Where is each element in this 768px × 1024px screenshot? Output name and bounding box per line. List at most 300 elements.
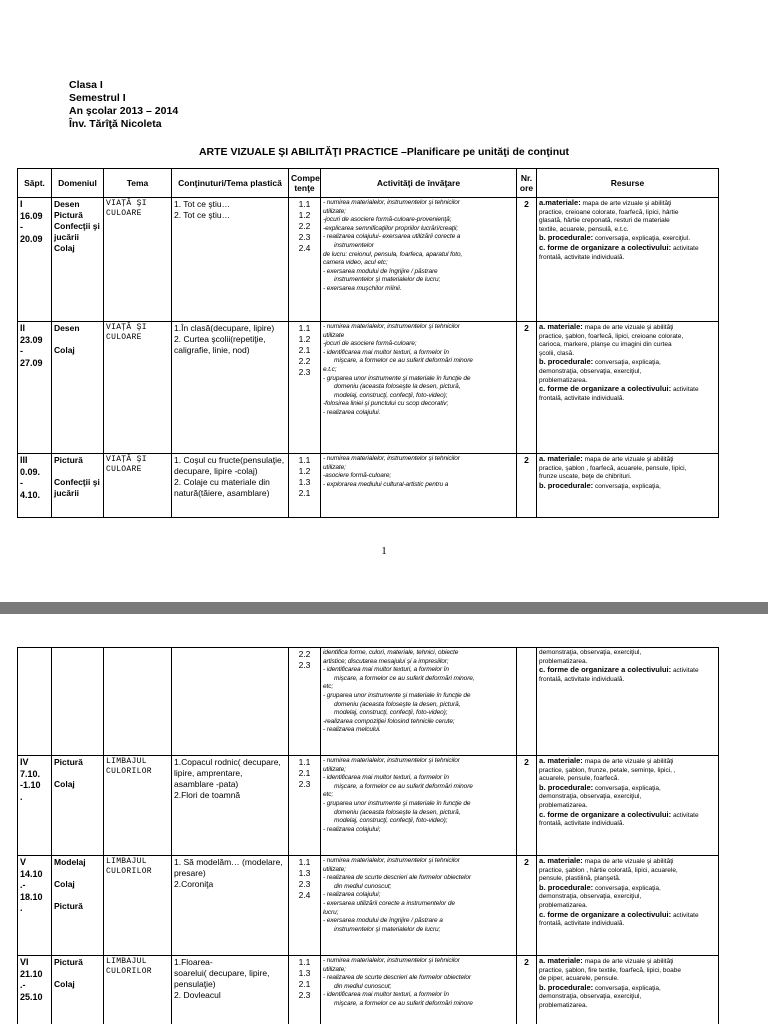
cell-line: VIAŢĂ ŞI (106, 455, 147, 464)
cell-line: camera video, acul etc; (323, 259, 388, 267)
resource-label: c. forme de organizare a colectivului: (539, 665, 672, 675)
resource-text: mapa de arte vizuale şi abilităţi (584, 758, 674, 765)
resource-text: textile, acuarele, pensulă, e.t.c. (539, 225, 629, 233)
resource-line (539, 649, 716, 658)
cell-line: lipire, amprentare, (174, 768, 243, 778)
domain-cell (52, 454, 104, 518)
cell-line: e.t.c; (323, 365, 337, 373)
cell-line: 16.09 (20, 210, 43, 221)
cell-line: identifica forme, culori, materiale, tehnici, obiecte (323, 649, 459, 656)
content-cell (172, 648, 289, 756)
resource-line (539, 767, 716, 776)
cell-line: IV (20, 757, 29, 767)
theme-cell (104, 756, 172, 856)
cell-line: LIMBAJUL (106, 957, 147, 966)
theme-cell (104, 856, 172, 956)
resources-cell (537, 856, 719, 956)
resource-line (539, 784, 716, 794)
resource-text: frontală, activitate individuală. (539, 253, 625, 261)
table-header-row (18, 169, 719, 198)
resource-text: demonstraţia, observaţia, exerciţiul, (539, 893, 642, 901)
cell-line: -explicarea semnificaţiilor propriilor lucrări/creaţii; (323, 224, 459, 232)
resource-line (539, 920, 716, 929)
cell-line: - exersarea modului de îngrijire / păstrare (323, 267, 438, 275)
cell-line: 2.3 (298, 367, 311, 377)
cell-line: - exersarea muşchilor mîinii. (323, 284, 402, 292)
cell-line: lucru; (323, 908, 339, 916)
cell-line: mişcare, a formelor ce au suferit deformări minore (334, 782, 473, 790)
cell-line: 2.3 (298, 660, 311, 670)
cell-line: 2.Flori de toamnă (174, 790, 241, 800)
resource-line (539, 984, 716, 994)
cell-line (54, 890, 101, 901)
column-header: Compe tenţe (289, 169, 321, 198)
cell-line: domeniu (aceasta foloseşte la desen, pictură, (334, 808, 461, 816)
competences-cell (289, 648, 321, 756)
cell-line: - numirea materialelor, instrumentelor şi tehnicilor (323, 455, 460, 462)
table-body (18, 648, 719, 1024)
cell-line: utilizate; (323, 965, 346, 973)
cell-line: instrumentelor şi materialelor de lucru; (334, 925, 441, 933)
cell-line: pensulaţie) (174, 979, 216, 989)
cell-line: Pictură (54, 957, 83, 967)
cell-line: - realizarea colajului- exersarea utilizării corecte a (323, 233, 461, 241)
resources-cell (537, 322, 719, 454)
cell-line: - identificarea mai multor texturi, a formelor în (323, 666, 449, 674)
cell-line: 1.1 (298, 857, 311, 867)
week-cell (18, 648, 52, 756)
table-row (18, 856, 719, 956)
column-header: Domeniul (52, 169, 104, 198)
cell-line: asamblare -pata) (174, 779, 239, 789)
week-cell (18, 956, 52, 1024)
cell-line: 2.Coroniţa (174, 879, 214, 889)
cell-line: utilizate; (323, 865, 346, 873)
activities-cell (321, 648, 517, 756)
resource-text: pensule, plastilină, planşetă. (539, 875, 621, 883)
cell-line: 2.1 (298, 979, 311, 989)
resource-text: conversaţia, explicaţia, (595, 784, 661, 792)
teacher-label: Înv. Tărîţă Nicoleta (69, 118, 162, 130)
hours-cell: 2 (517, 756, 537, 856)
resource-label: b. procedurale: (539, 357, 594, 367)
resource-text: practice, şablon , foarfecă, acuarele, pensule, lipici, (539, 464, 687, 472)
resource-line (539, 893, 716, 902)
activities-cell (321, 756, 517, 856)
content-cell (172, 956, 289, 1024)
cell-line: 2.2 (298, 356, 311, 366)
cell-line: . (20, 791, 23, 802)
cell-line: -realizarea compoziţiei folosind tehnicile cerute; (323, 717, 455, 725)
activities-cell (321, 198, 517, 322)
resource-line (539, 465, 716, 474)
table-body (18, 198, 719, 518)
resource-text: conversaţia, explicaţia, exerciţiul. (595, 235, 691, 243)
resource-text: mapa de arte vizuale şi abilităţi (584, 324, 674, 331)
competences-cell (289, 856, 321, 956)
cell-line: 7.10. (20, 768, 41, 779)
resource-line (539, 254, 716, 263)
cell-line: 2.3 (298, 879, 311, 889)
resource-label: c. forme de organizare a colectivului: (539, 809, 672, 819)
cell-line: 2.3 (298, 779, 311, 789)
resource-line (539, 199, 716, 209)
resource-label: b. procedurale: (539, 233, 594, 243)
cell-line: Desen (54, 199, 80, 209)
cell-line: 1.2 (298, 210, 311, 220)
resource-text: activitate (672, 244, 699, 252)
cell-line: utilizate; (323, 207, 346, 215)
resource-line (539, 857, 716, 867)
resource-text: mapa de arte vizuale şi abilităţi (584, 456, 674, 463)
domain-cell (52, 956, 104, 1024)
resource-text: practice, şablon, fire textile, foarfecă, lipici, boabe (539, 966, 681, 974)
table-row (18, 454, 719, 518)
resource-label: a. materiale: (539, 756, 583, 765)
cell-line: de lucru: creionul, pensula, foarfeca, aparatul foto, (323, 250, 463, 258)
cell-line: 1.1 (298, 455, 311, 465)
cell-line (54, 868, 101, 879)
cell-line: -asociere formă-culoare; (323, 472, 392, 480)
cell-line (54, 768, 101, 779)
table-row (18, 956, 719, 1024)
cell-line: Colaj (54, 779, 75, 789)
cell-line: - realizarea de scurte descrieri ale formelor obiectelor (323, 874, 471, 882)
resource-label: a. materiale: (539, 856, 583, 865)
cell-line: I (20, 199, 23, 209)
resource-line (539, 811, 716, 821)
cell-line: caligrafie, linie, nod) (174, 345, 250, 355)
cell-line: etc; (323, 791, 334, 799)
resource-text: practice, şablon , hârtie colorată, lipici, acuarele, (539, 866, 678, 874)
resources-cell (537, 648, 719, 756)
resource-text: demonstraţia, observaţia, exerciţiul, (539, 793, 642, 801)
domain-cell (52, 198, 104, 322)
cell-line: . (20, 903, 23, 913)
resource-label: a.materiale: (539, 198, 581, 207)
resource-line (539, 676, 716, 685)
column-header: Conţinuturi/Tema plastică (172, 169, 289, 198)
resource-line (539, 967, 716, 976)
hours-cell: 2 (517, 856, 537, 956)
cell-line: etc; (323, 683, 334, 691)
resource-line (539, 1002, 716, 1011)
cell-line: - realizarea de scurte descrieri ale formelor obiectelor (323, 974, 471, 982)
theme-cell (104, 648, 172, 756)
cell-line: VIAŢĂ ŞI (106, 323, 147, 332)
resource-line (539, 385, 716, 395)
class-label: Clasa I (69, 79, 103, 91)
school-year-label: An şcolar 2013 – 2014 (69, 105, 179, 117)
resource-label: c. forme de organizare a colectivului: (539, 909, 672, 919)
cell-line: 1.Copacul rodnic( decupare, (174, 757, 281, 767)
resource-line (539, 217, 716, 226)
cell-line: din mediul cunoscut; (334, 882, 392, 890)
resource-text: şcolii, clasă. (539, 349, 575, 357)
cell-line: 2.2 (298, 221, 311, 231)
resource-line (539, 482, 716, 492)
cell-line: 1.2 (298, 334, 311, 344)
column-header: Săpt. (18, 169, 52, 198)
cell-line: modelaj, construcţi, confecţii, foto-video); (334, 817, 448, 825)
cell-line: 1.1 (298, 757, 311, 767)
cell-line: instrumentelor (334, 241, 374, 249)
resource-line (539, 395, 716, 404)
competences-cell (289, 198, 321, 322)
theme-cell (104, 956, 172, 1024)
cell-line: 1.2 (298, 466, 311, 476)
cell-line: 27.09 (20, 357, 43, 368)
cell-line: 4.10. (20, 489, 41, 500)
competences-cell (289, 454, 321, 518)
cell-line: 1. Tot ce ştiu… (174, 199, 231, 209)
cell-line: 23.09 (20, 334, 43, 345)
resource-text: conversaţia, explicaţia, (595, 984, 661, 992)
week-cell (18, 322, 52, 454)
week-cell (18, 856, 52, 956)
cell-line: domeniu (aceasta foloseşte la desen, pictură, (334, 700, 461, 708)
column-header: Resurse (537, 169, 719, 198)
cell-line: Modelaj (54, 857, 86, 867)
cell-line: VIAŢĂ ŞI (106, 199, 147, 208)
cell-line: 1.1 (298, 199, 311, 209)
content-cell (172, 856, 289, 956)
theme-cell (104, 322, 172, 454)
cell-line: natură(tăiere, asamblare) (174, 488, 270, 498)
content-cell (172, 198, 289, 322)
cell-line: 21.10 (20, 968, 43, 979)
resource-line (539, 867, 716, 876)
cell-line: mişcare, a formelor ce au suferit deformări minore (334, 357, 473, 365)
cell-line: utilizate; (323, 765, 346, 773)
cell-line: - (20, 222, 23, 232)
resource-text: practice, şablon, frunze, petale, seminţe, lipici, , (539, 766, 676, 774)
cell-line: jucării (54, 232, 80, 242)
resource-label: b. procedurale: (539, 982, 594, 992)
cell-line: 1.3 (298, 968, 311, 978)
hours-cell: 2 (517, 198, 537, 322)
cell-line (54, 968, 101, 979)
theme-cell (104, 198, 172, 322)
cell-line: - gruparea unor instrumente şi materiale în funcţie de (323, 799, 471, 807)
cell-line: CULOARE (106, 333, 142, 342)
column-header: Nr. ore (517, 169, 537, 198)
activities-cell (321, 856, 517, 956)
week-cell (18, 454, 52, 518)
cell-line (54, 334, 101, 345)
resource-label: b. procedurale: (539, 882, 594, 892)
resource-text: carioca, markere, planşe cu imagini din curtea (539, 341, 672, 349)
cell-line: III (20, 455, 28, 465)
cell-line: artistice; discutarea mesajului şi a impresiilor; (323, 657, 449, 665)
document-page-2 (0, 614, 768, 1024)
cell-line: - realizarea colajului; (323, 891, 381, 899)
cell-line: -folosirea liniei şi punctului cu scop decorativ; (323, 400, 449, 408)
cell-line: 2.3 (298, 232, 311, 242)
cell-line: soarelui( decupare, lipire, (174, 968, 270, 978)
week-cell (18, 756, 52, 856)
semester-label: Semestrul I (69, 92, 126, 104)
table-row (18, 648, 719, 756)
cell-line: 2.1 (298, 768, 311, 778)
hours-cell: 2 (517, 322, 537, 454)
resource-line (539, 666, 716, 676)
competences-cell (289, 322, 321, 454)
cell-line: CULOARE (106, 209, 142, 218)
table-row (18, 322, 719, 454)
content-cell (172, 322, 289, 454)
cell-line: Pictură (54, 455, 83, 465)
resources-cell (537, 956, 719, 1024)
cell-line: Colaj (54, 979, 75, 989)
cell-line: LIMBAJUL (106, 857, 147, 866)
cell-line: - explorarea mediului cultural-artistic pentru a (323, 480, 449, 488)
resource-text: activitate (672, 811, 699, 819)
resource-line (539, 341, 716, 350)
cell-line: 25.10 (20, 991, 43, 1002)
domain-cell (52, 756, 104, 856)
cell-line: CULORILOR (106, 767, 152, 776)
cell-line: Colaj (54, 879, 75, 889)
domain-cell (52, 648, 104, 756)
planning-table-page-2 (17, 647, 719, 1024)
hours-cell (517, 648, 537, 756)
domain-cell (52, 856, 104, 956)
resource-text: demonstraţia, observaţia, exerciţiul, (539, 367, 642, 375)
cell-line: 0.09. (20, 466, 41, 477)
resources-cell (537, 198, 719, 322)
cell-line: din mediul cunoscut; (334, 982, 392, 990)
theme-cell (104, 454, 172, 518)
cell-line: 1.Floarea- (174, 957, 213, 967)
resources-cell (537, 756, 719, 856)
cell-line: 2. Dovleacul (174, 990, 221, 1000)
hours-cell: 2 (517, 454, 537, 518)
cell-line: - (20, 478, 23, 488)
cell-line: -1.10 (20, 780, 41, 790)
hours-cell: 2 (517, 956, 537, 1024)
resource-line (539, 323, 716, 333)
competences-cell (289, 956, 321, 1024)
resource-text: demonstraţia, observaţia, exerciţiul, (539, 649, 642, 656)
cell-line: V (20, 857, 27, 867)
cell-line: - identificarea mai multor texturi, a formelor în (323, 991, 449, 999)
cell-line: 1.1 (298, 957, 311, 967)
cell-line: 18.10 (20, 891, 43, 902)
cell-line: modelaj, construcţi, confecţii, foto-video); (334, 391, 448, 399)
resource-text: practice, şablon, foarfecă, lipici, creioane colorate, (539, 332, 684, 340)
cell-line: - exersarea utilizării corecte a instrumentelor de (323, 899, 455, 907)
cell-line: - numirea materialelor, instrumentelor şi tehnicilor (323, 757, 460, 764)
cell-line: - numirea materialelor, instrumentelor şi tehnicilor (323, 199, 460, 206)
resource-text: de piper, acuarele, pensule. (539, 975, 619, 983)
week-cell (18, 198, 52, 322)
cell-line: 1.În clasă(decupare, lipire) (174, 323, 275, 333)
cell-line: 2.1 (298, 488, 311, 498)
resource-text: activitate (672, 911, 699, 919)
cell-line: mişcare, a formelor ce au suferit deformări minore (334, 999, 473, 1007)
cell-line: mişcare, a formelor ce au suferit deformări minore, (334, 674, 475, 682)
cell-line: - realizarea melcului. (323, 726, 381, 734)
table-row (18, 756, 719, 856)
resource-line (539, 820, 716, 829)
resource-text: glasată, hârtie creponată, resturi de materiale (539, 217, 670, 225)
cell-line: 1. Să modelăm… (modelare, (174, 857, 283, 867)
cell-line: II (20, 323, 26, 333)
cell-line: 2. Curtea şcolii(repetiţie, (174, 334, 266, 344)
cell-line: domeniu (aceasta foloseşte la desen, pictură, (334, 383, 461, 391)
cell-line: utilizate; (323, 463, 346, 471)
cell-line: - realizarea colajului. (323, 408, 381, 416)
resource-line (539, 757, 716, 767)
cell-line: decupare, lipire -colaj) (174, 466, 258, 476)
resource-text: problematizarea. (539, 901, 588, 909)
resource-label: a. materiale: (539, 322, 583, 331)
cell-line: 2.4 (298, 890, 311, 900)
cell-line: Pictură (54, 210, 83, 220)
resource-line (539, 793, 716, 802)
cell-line: 2. Colaje cu materiale din (174, 477, 270, 487)
resource-line (539, 244, 716, 254)
resource-line (539, 368, 716, 377)
resource-label: b. procedurale: (539, 782, 594, 792)
resource-text: mapa de arte vizuale şi abilităţi (584, 858, 674, 865)
cell-line: CULORILOR (106, 867, 152, 876)
page-number: 1 (381, 545, 387, 557)
cell-line: 2.1 (298, 345, 311, 355)
resource-text: problematizarea. (539, 1001, 588, 1009)
cell-line: 2.3 (298, 990, 311, 1000)
cell-line: 1.3 (298, 868, 311, 878)
resource-label: b. procedurale: (539, 480, 594, 490)
cell-line: 20.09 (20, 233, 43, 244)
cell-line: Confecţii şi (54, 221, 100, 231)
cell-line: utilizate (323, 331, 345, 339)
cell-line: -jocuri de asociere formă-culoare-provenienţă; (323, 216, 452, 224)
resource-text: mapa de arte vizuale şi abilităţi (584, 958, 674, 965)
activities-cell (321, 956, 517, 1024)
resource-text: problematizarea. (539, 657, 588, 665)
cell-line: .- (20, 880, 26, 890)
resources-cell (537, 454, 719, 518)
cell-line: - numirea materialelor, instrumentelor şi tehnicilor (323, 323, 460, 330)
cell-line: .- (20, 980, 26, 990)
cell-line: Pictură (54, 757, 83, 767)
cell-line: LIMBAJUL (106, 757, 147, 766)
cell-line: - identificarea mai multor texturi, a formelor în (323, 774, 449, 782)
resource-text: frontală, activitate individuală. (539, 920, 625, 928)
cell-line: - exersarea modului de îngrijire / păstrare a (323, 917, 443, 925)
resource-label: a. materiale: (539, 454, 583, 463)
column-header: Tema (104, 169, 172, 198)
cell-line: jucării (54, 488, 80, 498)
cell-line: - numirea materialelor, instrumentelor şi tehnicilor (323, 857, 460, 864)
resource-line (539, 911, 716, 921)
activities-cell (321, 454, 517, 518)
resource-text: conversaţia, explicaţia, (595, 359, 661, 367)
cell-line: 1.3 (298, 477, 311, 487)
cell-line: Confecţii şi (54, 477, 100, 487)
resource-line (539, 455, 716, 465)
resource-label: c. forme de organizare a colectivului: (539, 242, 672, 252)
resource-text: mapa de arte vizuale şi abilităţi (582, 200, 672, 207)
document-header (69, 79, 178, 131)
cell-line: 14.10 (20, 868, 43, 879)
cell-line: Pictură (54, 901, 83, 911)
resource-text: conversaţia, explicaţia, (595, 482, 661, 490)
cell-line: - gruparea unor instrumente şi materiale în funcţie de (323, 374, 471, 382)
resource-text: frontală, activitate individuală. (539, 675, 625, 683)
